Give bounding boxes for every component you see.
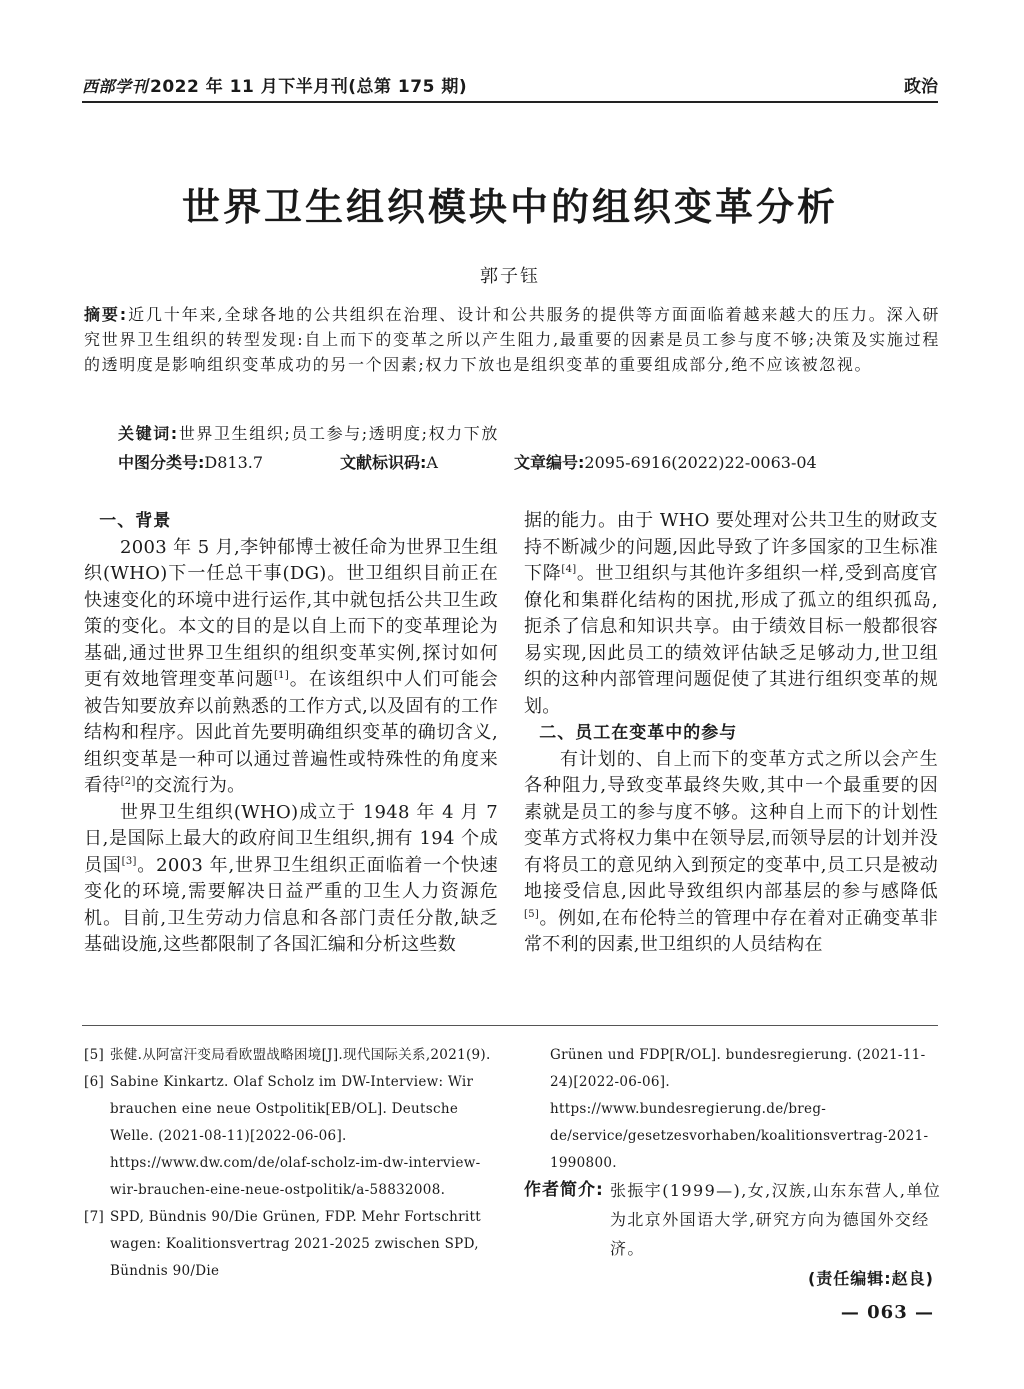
reference-url[interactable]: https://www.bundesregierung.de/breg-de/service/gesetzesvorhaben/koalitionsvertrag-2021-1990800.: [550, 1101, 929, 1171]
keywords-text: 世界卫生组织;员工参与;透明度;权力下放: [178, 424, 499, 443]
clc-number: [118, 450, 263, 473]
reference-text: 张健.从阿富汗变局看欧盟战略困境[J].现代国际关系,2021(9).: [110, 1047, 491, 1063]
responsible-editor: (责任编辑:赵良): [807, 1269, 934, 1288]
body-paragraph: 据的能力。由于 WHO 要处理对公共卫生的财政支持不断减少的问题,因此导致了许多国家的卫生标准下降[4]。世卫组织与其他许多组织一样,受到高度官僚化和集群化结构的困扰,形成了孤立的组织孤岛,扼杀了信息和知识共享。由于绩效目标一般都很容易实现,因此员工的绩效评估缺乏足够动力,世卫组织的这种内部管理问题促使了其进行组织变革的规划。: [524, 510, 938, 717]
reference-number: [7]: [84, 1209, 105, 1225]
abstract-text: 近几十年来,全球各地的公共组织在治理、设计和公共服务的提供等方面面临着越来越大的压力。深入研究世界卫生组织的转型发现:自上而下的变革之所以产生阻力,最重要的因素是员工参与度不够;决策及实施过程的透明度是影响组织变革成功的另一个因素;权力下放也是组织变革的重要组成部分,绝不应该被忽视。: [84, 305, 941, 374]
journal-issue: 2022 年 11 月下半月刊(总第 175 期): [150, 77, 468, 97]
section-heading: 二、员工在变革中的参与: [539, 723, 738, 743]
reference-number: [5]: [84, 1047, 105, 1063]
doc-code-value: A: [426, 453, 438, 472]
reference-text: Grünen und FDP[R/OL]. bundesregierung. (2021-11-24)[2022-06-06].: [550, 1047, 926, 1090]
body-column-right: [524, 508, 938, 959]
citation: [2]: [120, 776, 136, 787]
section-heading: 一、背景: [99, 511, 172, 531]
citation: [5]: [524, 908, 540, 920]
article-no-value: 2095-6916(2022)22-0063-04: [584, 453, 817, 472]
article-title: 世界卫生组织模块中的组织变革分析: [181, 185, 838, 229]
document-code: [340, 450, 438, 473]
author-bio-label: 作者简介:: [524, 1180, 604, 1200]
header-rule: [82, 101, 938, 103]
reference-url[interactable]: https://www.dw.com/de/olaf-scholz-im-dw-interview-wir-brauchen-eine-neue-ostpolitik/a-58832008.: [110, 1155, 481, 1198]
running-header: [82, 70, 938, 100]
reference-item: [84, 1204, 500, 1285]
body-paragraph: 世界卫生组织(WHO)成立于 1948 年 4 月 7 日,是国际上最大的政府间卫生组织,拥有 194 个成员国[3]。2003 年,世界卫生组织正面临着一个快速变化的环境,需要解决日益严重的卫生人力资源危机。目前,卫生劳动力信息和各部门责任分散,缺乏基础设施,这些都限制了各国汇编和分析这些数: [84, 801, 498, 955]
article-author: 郭子钰: [480, 266, 540, 287]
reference-item: [84, 1042, 500, 1069]
citation: [1]: [273, 670, 290, 681]
citation: [3]: [121, 855, 137, 867]
abstract: [84, 302, 940, 377]
reference-item: [84, 1069, 500, 1204]
reference-continuation: [524, 1042, 940, 1177]
reference-text: SPD, Bündnis 90/Die Grünen, FDP. Mehr Fortschritt wagen: Koalitionsvertrag 2021-2025 zwischen SPD, Bündnis 90/Die: [110, 1209, 481, 1279]
citation: [4]: [561, 564, 577, 575]
reference-number: [6]: [84, 1074, 105, 1090]
journal-logo: 西部学刊: [82, 77, 149, 96]
abstract-label: 摘要:: [84, 305, 128, 324]
section-label: 政治: [904, 77, 938, 97]
reference-text: Sabine Kinkartz. Olaf Scholz im DW-Interview: Wir brauchen eine neue Ostpolitik[EB/OL]. Deutsche Welle. (2021-08-11)[2022-06-06].: [110, 1074, 474, 1144]
references-left: [84, 1042, 500, 1285]
journal-info: [82, 72, 467, 97]
body-paragraph: 2003 年 5 月,李钟郁博士被任命为世界卫生组织(WHO)下一任总干事(DG)。世卫组织目前正在快速变化的环境中进行运作,其中就包括公共卫生政策的变化。本文的目的是以自上而下的变革理论为基础,通过世界卫生组织的组织变革实例,探讨如何更有效地管理变革问题[1]。在该组织中人们可能会被告知要放弃以前熟悉的工作方式,以及固有的工作结构和程序。因此首先要明确组织变革的确切含义,组织变革是一种可以通过普遍性或特殊性的角度来看待[2]的交流行为。: [84, 536, 498, 796]
author-bio-text: 张振宇(1999—),女,汉族,山东东营人,单位为北京外国语大学,研究方向为德国外交经济。: [610, 1181, 942, 1258]
page-number: — 063 —: [840, 1302, 934, 1323]
body-column-left: [84, 508, 498, 959]
doc-code-label: 文献标识码:: [340, 453, 427, 472]
body-paragraph: 有计划的、自上而下的变革方式之所以会产生各种阻力,导致变革最终失败,其中一个最重要的因素就是员工的参与度不够。这种自上而下的计划性变革方式将权力集中在领导层,而领导层的计划并没有将员工的意见纳入到预定的变革中,员工只是被动地接受信息,因此导致组织内部基层的参与感降低[5]。例如,在布伦特兰的管理中存在着对正确变革非常不利的因素,世卫组织的人员结构在: [524, 748, 938, 955]
article-number: [514, 450, 817, 473]
references-right: [524, 1042, 940, 1177]
author-bio: [524, 1176, 942, 1263]
clc-label: 中图分类号:: [118, 453, 205, 472]
clc-value: D813.7: [204, 453, 264, 472]
article-no-label: 文章编号:: [514, 453, 585, 472]
footnote-rule: [82, 1025, 938, 1026]
keywords: [118, 421, 499, 444]
keywords-label: 关键词:: [118, 424, 179, 443]
